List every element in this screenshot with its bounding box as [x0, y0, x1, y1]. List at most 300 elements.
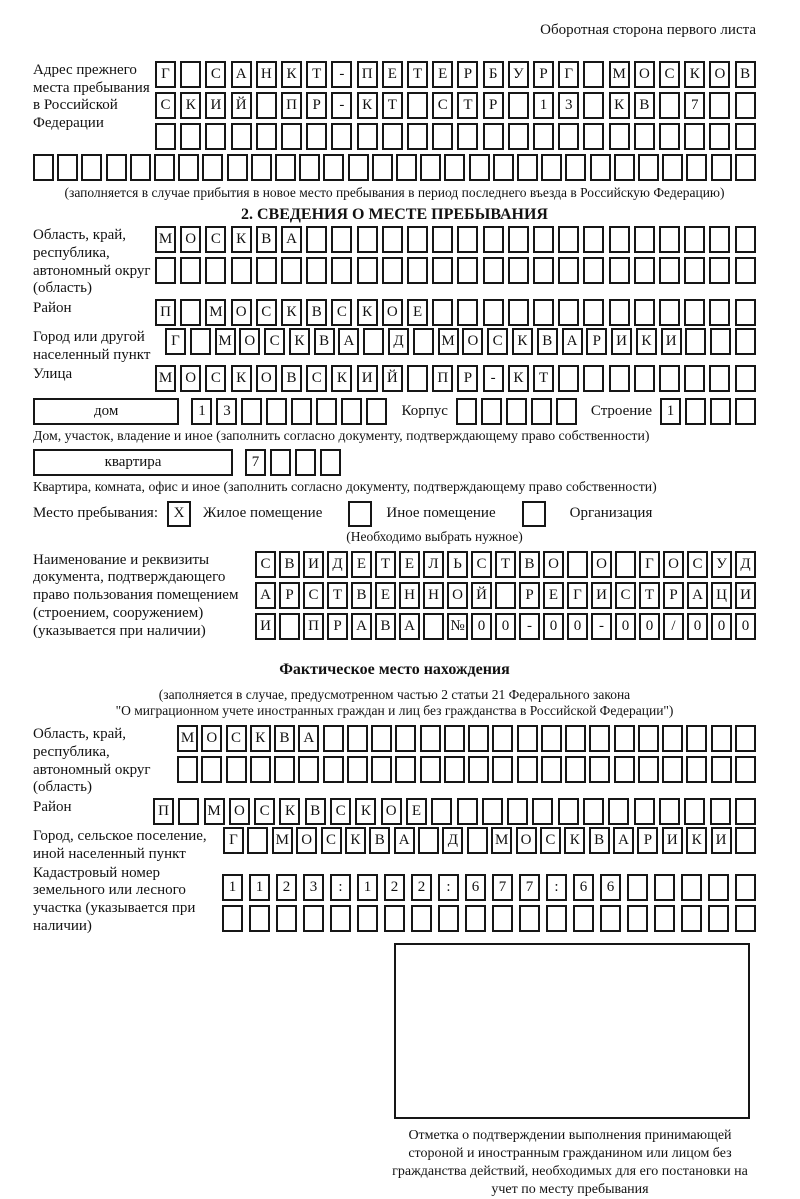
char-box	[348, 154, 369, 181]
char-box: Т	[327, 582, 348, 609]
char-box	[686, 154, 707, 181]
char-box: А	[231, 61, 252, 88]
char-box: В	[519, 551, 540, 578]
char-box: В	[351, 582, 372, 609]
char-box: 0	[687, 613, 708, 640]
char-box: И	[735, 582, 756, 609]
field-prev-address	[33, 61, 756, 150]
char-box	[711, 756, 732, 783]
char-box	[508, 123, 529, 150]
char-box	[735, 725, 756, 752]
char-box: М	[155, 365, 176, 392]
char-box: С	[487, 328, 508, 355]
char-box	[662, 756, 683, 783]
char-box	[256, 92, 277, 119]
char-box: -	[331, 61, 352, 88]
house-note: Дом, участок, владение и иное (заполнить согласно документу, подтверждающему право собственности)	[33, 427, 650, 443]
char-box	[583, 123, 604, 150]
actual-location-title: Фактическое место нахождения	[279, 660, 510, 678]
char-box: Г	[639, 551, 660, 578]
char-box	[684, 257, 705, 284]
prev-address-label: Адрес прежнего места пребывания в Российской Федерации	[33, 62, 150, 132]
char-box: Ь	[447, 551, 468, 578]
char-box	[589, 725, 610, 752]
char-box	[614, 154, 635, 181]
char-box: Т	[639, 582, 660, 609]
char-box: Т	[457, 92, 478, 119]
char-box: К	[231, 365, 252, 392]
char-box	[659, 226, 680, 253]
char-box: 6	[573, 874, 594, 901]
char-box: О	[229, 798, 250, 825]
char-box: -	[331, 92, 352, 119]
char-box: К	[684, 61, 705, 88]
char-box	[357, 257, 378, 284]
char-box	[609, 123, 630, 150]
char-box: И	[662, 827, 683, 854]
section2-title: 2. СВЕДЕНИЯ О МЕСТЕ ПРЕБЫВАНИЯ	[241, 206, 548, 224]
field-cadastral	[33, 864, 756, 936]
char-box	[395, 756, 416, 783]
char-box: Т	[382, 92, 403, 119]
actual-location-note1: (заполняется в случае, предусмотренном частью 2 статьи 21 Федерального закона	[158, 686, 631, 702]
char-box	[654, 905, 675, 932]
char-box: К	[355, 798, 376, 825]
char-box	[81, 154, 102, 181]
char-box: К	[357, 92, 378, 119]
char-box	[659, 257, 680, 284]
char-box	[457, 798, 478, 825]
char-box	[735, 905, 756, 932]
char-box: 0	[495, 613, 516, 640]
char-box: К	[357, 299, 378, 326]
char-box: В	[589, 827, 610, 854]
char-box: 0	[567, 613, 588, 640]
char-box	[482, 798, 503, 825]
char-box	[638, 154, 659, 181]
char-box	[154, 154, 175, 181]
char-box: В	[274, 725, 295, 752]
char-box	[583, 92, 604, 119]
char-box	[371, 725, 392, 752]
field-region-2	[33, 725, 756, 798]
char-box: А	[351, 613, 372, 640]
char-box: Е	[382, 61, 403, 88]
char-box: К	[564, 827, 585, 854]
char-box: С	[330, 798, 351, 825]
char-box	[558, 257, 579, 284]
char-box	[541, 756, 562, 783]
char-box	[481, 398, 502, 425]
char-box	[710, 798, 731, 825]
char-box: С	[226, 725, 247, 752]
char-box: В	[369, 827, 390, 854]
char-box	[709, 299, 730, 326]
char-box	[382, 123, 403, 150]
char-box: А	[255, 582, 276, 609]
char-box: Г	[155, 61, 176, 88]
char-box: О	[709, 61, 730, 88]
region-2-row1	[177, 725, 756, 752]
char-box	[347, 725, 368, 752]
char-box: Е	[375, 582, 396, 609]
char-box: И	[611, 328, 632, 355]
char-box	[347, 756, 368, 783]
char-box: Е	[543, 582, 564, 609]
char-box	[685, 328, 706, 355]
char-box	[251, 154, 272, 181]
char-box: Р	[457, 365, 478, 392]
char-box: 3	[216, 398, 237, 425]
char-box	[331, 226, 352, 253]
char-box	[483, 226, 504, 253]
char-box	[407, 226, 428, 253]
char-box	[686, 725, 707, 752]
char-box	[533, 123, 554, 150]
char-box	[323, 756, 344, 783]
char-box	[382, 257, 403, 284]
stroenie-cells	[660, 398, 756, 425]
char-box	[413, 328, 434, 355]
char-box	[227, 154, 248, 181]
char-box: У	[508, 61, 529, 88]
char-box	[444, 154, 465, 181]
char-box: Ц	[711, 582, 732, 609]
char-box	[583, 365, 604, 392]
char-box: П	[432, 365, 453, 392]
char-box	[684, 123, 705, 150]
char-box	[492, 905, 513, 932]
char-box	[709, 226, 730, 253]
char-box	[407, 257, 428, 284]
char-box	[531, 398, 552, 425]
char-box: В	[306, 299, 327, 326]
char-box	[226, 756, 247, 783]
char-box	[468, 725, 489, 752]
char-box	[685, 398, 706, 425]
char-box: 1	[191, 398, 212, 425]
char-box: :	[438, 874, 459, 901]
char-box: К	[231, 226, 252, 253]
char-box: 1	[222, 874, 243, 901]
char-box	[275, 154, 296, 181]
city-row	[165, 328, 756, 355]
char-box	[411, 905, 432, 932]
stay-type-label: Место пребывания:	[33, 505, 158, 522]
option-residential-label: Жилое помещение	[203, 505, 323, 522]
char-box: С	[155, 92, 176, 119]
char-box	[432, 123, 453, 150]
char-box: М	[609, 61, 630, 88]
char-box	[565, 756, 586, 783]
char-box: В	[279, 551, 300, 578]
char-box	[735, 756, 756, 783]
char-box: Р	[586, 328, 607, 355]
char-box: -	[483, 365, 504, 392]
char-box	[382, 226, 403, 253]
char-box: 0	[711, 613, 732, 640]
char-box	[444, 725, 465, 752]
char-box: В	[537, 328, 558, 355]
char-box: М	[215, 328, 236, 355]
char-box: 1	[533, 92, 554, 119]
char-box	[298, 756, 319, 783]
char-box: Й	[382, 365, 403, 392]
char-box	[558, 123, 579, 150]
actual-location-note2: "О миграционном учете иностранных граждан и лиц без гражданства в Российской Федерации")	[115, 702, 674, 718]
char-box: С	[540, 827, 561, 854]
char-box	[627, 874, 648, 901]
char-box	[710, 328, 731, 355]
char-box	[506, 398, 527, 425]
char-box: /	[663, 613, 684, 640]
field-apartment	[33, 449, 756, 476]
char-box: У	[711, 551, 732, 578]
char-box: Н	[399, 582, 420, 609]
char-box	[735, 257, 756, 284]
char-box: К	[281, 61, 302, 88]
char-box	[323, 725, 344, 752]
char-box: О	[239, 328, 260, 355]
char-box: 2	[384, 874, 405, 901]
char-box: В	[305, 798, 326, 825]
char-box	[709, 257, 730, 284]
char-box: С	[205, 61, 226, 88]
char-box	[659, 123, 680, 150]
char-box: В	[314, 328, 335, 355]
char-box: П	[303, 613, 324, 640]
char-box: К	[289, 328, 310, 355]
char-box: К	[508, 365, 529, 392]
city-2-label: Город, сельское поселение, иной населенный пункт	[33, 828, 207, 862]
field-region	[33, 226, 756, 299]
char-box	[634, 299, 655, 326]
region-row1	[155, 226, 756, 253]
char-box	[366, 398, 387, 425]
char-box: Т	[407, 61, 428, 88]
char-box	[558, 299, 579, 326]
char-box: Л	[423, 551, 444, 578]
apartment-box-label: квартира	[33, 449, 233, 476]
char-box: К	[609, 92, 630, 119]
char-box: 2	[411, 874, 432, 901]
char-box	[357, 905, 378, 932]
char-box	[681, 905, 702, 932]
char-box	[519, 905, 540, 932]
char-box	[483, 299, 504, 326]
char-box: М	[177, 725, 198, 752]
char-box: С	[471, 551, 492, 578]
char-box	[659, 299, 680, 326]
char-box	[420, 756, 441, 783]
char-box: А	[338, 328, 359, 355]
char-box: В	[735, 61, 756, 88]
field-city	[33, 328, 756, 364]
street-row	[155, 365, 756, 392]
char-box: С	[331, 299, 352, 326]
char-box	[320, 449, 341, 476]
char-box	[281, 257, 302, 284]
char-box: Р	[483, 92, 504, 119]
char-box	[468, 756, 489, 783]
char-box: :	[330, 874, 351, 901]
char-box: О	[381, 798, 402, 825]
checkbox-residential: X	[167, 501, 191, 527]
stay-type-note: (Необходимо выбрать нужное)	[346, 528, 523, 544]
char-box	[541, 154, 562, 181]
char-box: 0	[615, 613, 636, 640]
field-stay-type	[33, 501, 756, 527]
stroenie-label: Строение	[590, 402, 652, 419]
char-box: Г	[165, 328, 186, 355]
char-box: Р	[306, 92, 327, 119]
char-box: -	[519, 613, 540, 640]
char-box	[306, 257, 327, 284]
char-box	[614, 756, 635, 783]
char-box	[180, 257, 201, 284]
char-box	[341, 398, 362, 425]
char-box: В	[281, 365, 302, 392]
char-box	[407, 92, 428, 119]
char-box: С	[255, 551, 276, 578]
char-box: 6	[465, 874, 486, 901]
char-box	[508, 299, 529, 326]
char-box: О	[591, 551, 612, 578]
char-box	[634, 257, 655, 284]
char-box	[395, 725, 416, 752]
char-box: А	[687, 582, 708, 609]
char-box	[180, 123, 201, 150]
char-box: О	[180, 226, 201, 253]
char-box	[517, 154, 538, 181]
char-box	[573, 905, 594, 932]
char-box	[609, 365, 630, 392]
char-box	[372, 154, 393, 181]
char-box	[330, 905, 351, 932]
char-box: 7	[245, 449, 266, 476]
char-box	[659, 92, 680, 119]
document-row3	[255, 613, 756, 640]
char-box: Т	[533, 365, 554, 392]
char-box	[155, 257, 176, 284]
char-box	[600, 905, 621, 932]
prev-address-row4	[33, 154, 756, 181]
cadastral-label: Кадастровый номер земельного или лесного участка (указывается при наличии)	[33, 864, 196, 934]
char-box	[558, 365, 579, 392]
char-box	[654, 874, 675, 901]
char-box: К	[512, 328, 533, 355]
char-box: Т	[375, 551, 396, 578]
char-box: М	[491, 827, 512, 854]
char-box	[222, 905, 243, 932]
char-box	[331, 257, 352, 284]
char-box	[205, 123, 226, 150]
char-box: 1	[249, 874, 270, 901]
char-box: Д	[442, 827, 463, 854]
char-box: М	[272, 827, 293, 854]
char-box	[735, 154, 756, 181]
char-box	[266, 398, 287, 425]
char-box	[465, 905, 486, 932]
char-box: О	[543, 551, 564, 578]
char-box	[556, 398, 577, 425]
char-box: Е	[406, 798, 427, 825]
char-box: В	[375, 613, 396, 640]
char-box	[735, 92, 756, 119]
char-box	[178, 798, 199, 825]
char-box	[517, 725, 538, 752]
char-box	[396, 154, 417, 181]
char-box	[684, 299, 705, 326]
char-box	[438, 905, 459, 932]
char-box	[708, 905, 729, 932]
char-box: В	[634, 92, 655, 119]
char-box	[532, 798, 553, 825]
char-box: Т	[306, 61, 327, 88]
char-box: №	[447, 613, 468, 640]
char-box	[331, 123, 352, 150]
char-box: О	[296, 827, 317, 854]
char-box: И	[205, 92, 226, 119]
char-box: Й	[231, 92, 252, 119]
char-box: Р	[519, 582, 540, 609]
char-box: А	[298, 725, 319, 752]
char-box: К	[686, 827, 707, 854]
char-box	[558, 798, 579, 825]
char-box	[583, 257, 604, 284]
char-box	[306, 226, 327, 253]
char-box	[507, 798, 528, 825]
city-label: Город или другой населенный пункт	[33, 329, 151, 363]
char-box: Г	[567, 582, 588, 609]
prev-address-row1	[155, 61, 756, 88]
char-box: 7	[684, 92, 705, 119]
char-box: И	[711, 827, 732, 854]
char-box	[274, 756, 295, 783]
char-box: И	[357, 365, 378, 392]
char-box: С	[659, 61, 680, 88]
char-box	[709, 365, 730, 392]
char-box	[180, 61, 201, 88]
char-box	[735, 798, 756, 825]
char-box: С	[321, 827, 342, 854]
char-box: Р	[279, 582, 300, 609]
char-box	[178, 154, 199, 181]
char-box	[420, 154, 441, 181]
char-box	[684, 226, 705, 253]
char-box	[609, 226, 630, 253]
char-box	[565, 725, 586, 752]
char-box: 7	[492, 874, 513, 901]
char-box: Р	[327, 613, 348, 640]
char-box	[634, 365, 655, 392]
char-box	[609, 299, 630, 326]
checkbox-organization	[522, 501, 546, 527]
char-box	[457, 257, 478, 284]
char-box: Д	[388, 328, 409, 355]
korpus-cells	[456, 398, 577, 425]
char-box: И	[303, 551, 324, 578]
char-box	[281, 123, 302, 150]
char-box: С	[256, 299, 277, 326]
char-box	[735, 299, 756, 326]
char-box: О	[663, 551, 684, 578]
char-box	[177, 756, 198, 783]
char-box	[735, 328, 756, 355]
district-2-row	[153, 798, 756, 825]
char-box: Н	[256, 61, 277, 88]
char-box	[638, 756, 659, 783]
